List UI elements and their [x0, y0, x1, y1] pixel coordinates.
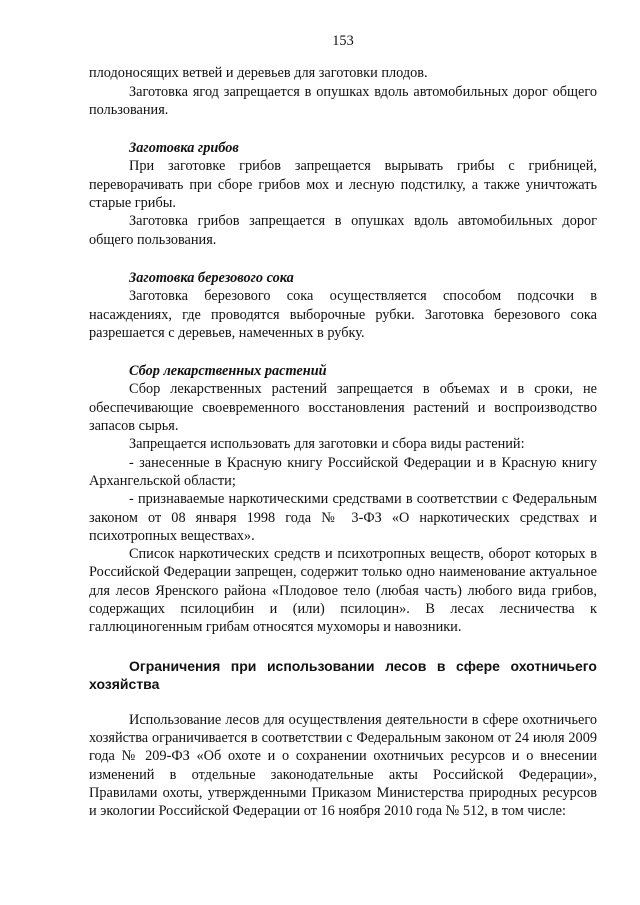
- subsection-heading: Заготовка березового сока: [129, 269, 294, 286]
- paragraph: Запрещается использовать для заготовки и сбора виды растений:: [129, 436, 525, 453]
- section-heading: Ограничения при использовании лесов в сфере охотничьего хозяйства: [89, 657, 597, 692]
- subsection-heading: Заготовка грибов: [129, 140, 239, 157]
- document-page: [89, 32, 597, 820]
- paragraph: - занесенные в Красную книгу Российской Федерации и в Красную книгу Архангельской области;: [89, 454, 597, 489]
- subsection-heading: Сбор лекарственных растений: [129, 363, 327, 380]
- paragraph: Сбор лекарственных растений запрещается в объемах и в сроки, не обеспечивающие своевременного восстановления растений и воспроизводство запасов сырья.: [89, 381, 597, 435]
- paragraph: Список наркотических средств и психотропных веществ, оборот которых в Российской Федерации запрещен, содержит только одно наименование актуальное для лесов Яренского района «Плодовое тело (любая часть) любого вида грибов, содержащих псилоцибин и (или) псилоцин». В лесах лесничества к галлюциногенным грибам относятся мухоморы и навозники.: [89, 546, 597, 636]
- paragraph: плодоносящих ветвей и деревьев для заготовки плодов.: [89, 65, 428, 82]
- paragraph: Заготовка березового сока осуществляется способом подсочки в насаждениях, где проводятся выборочные рубки. Заготовка березового сока разрешается с деревьев, намеченных в рубку.: [89, 288, 597, 341]
- paragraph: Использование лесов для осуществления деятельности в сфере охотничьего хозяйства ограничивается в соответствии с Федеральным законом от 24 июля 2009 года № 209-ФЗ «Об охоте и о сохранении охотничьих ресурсов и о внесении изменений в отдельные законодательные акты Российской Федерации», Правилами охоты, утвержденными Приказом Министерства природных ресурсов и экологии Российской Федерации от 16 ноября 2010 года № 512, в том числе:: [89, 711, 597, 820]
- page-number: 153: [332, 33, 354, 49]
- paragraph: Заготовка ягод запрещается в опушках вдоль автомобильных дорог общего пользования.: [89, 83, 597, 118]
- paragraph: При заготовке грибов запрещается вырывать грибы с грибницей, переворачивать при сборе грибов мох и лесную подстилку, а также уничтожать старые грибы.: [89, 158, 597, 212]
- document-body: [89, 64, 597, 820]
- paragraph: Заготовка грибов запрещается в опушках вдоль автомобильных дорог общего пользования.: [89, 213, 597, 248]
- paragraph: - признаваемые наркотическими средствами в соответствии с Федеральным законом от 08 января 1998 года № 3-ФЗ «О наркотических средствах и психотропных веществах».: [89, 491, 597, 544]
